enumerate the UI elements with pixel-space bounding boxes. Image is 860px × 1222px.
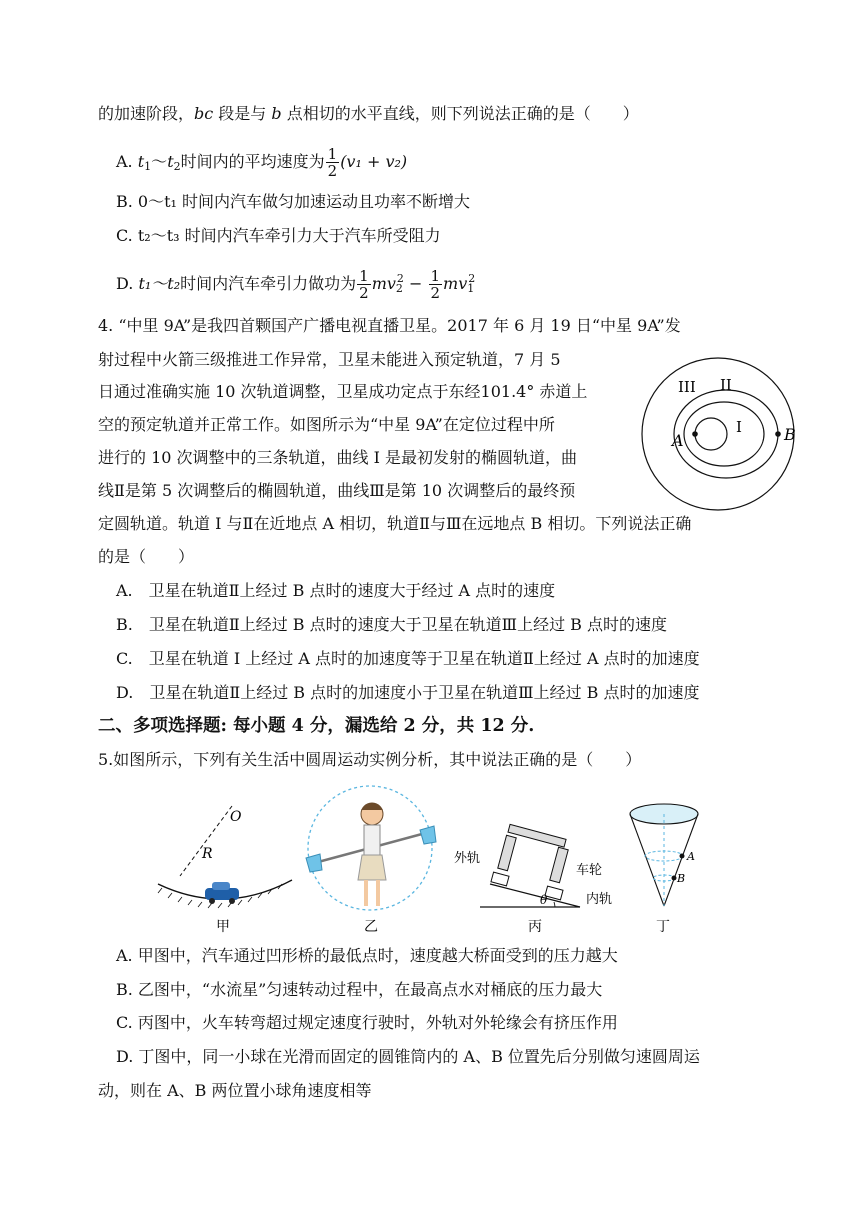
q3-option-a-t2: t [167, 152, 174, 171]
q3-option-d-sup1: 2 [468, 272, 476, 285]
q3-option-a-t1: t [137, 152, 145, 171]
figure-bing [454, 824, 612, 935]
figure-yi [306, 786, 436, 935]
q3-bc: bc [194, 104, 214, 123]
q3-option-c: C. t₂～t₃ 时间内汽车牵引力大于汽车所受阻力 [116, 226, 441, 245]
q3-b: b [271, 104, 282, 123]
q3-option-d-label: D. [116, 274, 139, 293]
label-wheel: 车轮 [576, 863, 603, 878]
orbit-diagram [640, 352, 810, 517]
label-cone-b: B [677, 872, 686, 885]
q3-option-b: B. 0～t₁ 时间内汽车做匀加速运动且功率不断增大 [116, 192, 471, 211]
q3-option-d-sub2: 2 [395, 282, 403, 295]
q4-stem-line2: 射过程中火箭三级推进工作异常，卫星未能进入预定轨道，7 月 5 [98, 350, 561, 369]
q3-option-a-sub2: 2 [173, 160, 181, 173]
label-theta: θ [540, 893, 548, 907]
q4-option-a: A. 卫星在轨道Ⅱ上经过 B 点时的速度大于经过 A 点时的速度 [116, 581, 556, 600]
q4-stem-line4: 空的预定轨道并正常工作。如图所示为“中星 9A”在定位过程中所 [98, 415, 555, 434]
q5-option-a: A. 甲图中，汽车通过凹形桥的最低点时，速度越大桥面受到的压力越大 [116, 946, 618, 965]
q4-stem-line6: 线Ⅱ是第 5 次调整后的椭圆轨道，曲线Ⅲ是第 10 次调整后的最终预 [98, 481, 576, 500]
q3-option-d [116, 268, 475, 301]
frac-num: 1 [430, 267, 441, 285]
bucket-icon [420, 826, 436, 844]
q3-option-d-frac1 [357, 268, 371, 301]
caption-jia: 甲 [216, 919, 230, 935]
label-cone-a: A [687, 850, 695, 863]
frac-den: 2 [359, 284, 369, 302]
label-ii: II [720, 376, 732, 394]
q3-option-a-tilde: ～ [151, 152, 168, 171]
q3-option-d-frac2 [429, 268, 443, 301]
orbit-iii [642, 358, 794, 510]
q3-option-d-sub1: 1 [467, 282, 475, 295]
label-i: I [736, 418, 742, 436]
q4-option-b: B. 卫星在轨道Ⅱ上经过 B 点时的速度大于卫星在轨道Ⅲ上经过 B 点时的速度 [116, 615, 668, 634]
q5-option-d-line1: D. 丁图中，同一小球在光滑而固定的圆锥筒内的 A、B 位置先后分别做匀速圆周运 [116, 1047, 700, 1066]
q3-intro-text: 的加速阶段， [98, 104, 195, 123]
label-outer-rail: 外轨 [454, 851, 481, 866]
q3-option-a-fraction [326, 146, 340, 179]
q4-stem-line5: 进行的 10 次调整中的三条轨道，曲线 I 是最初发射的椭圆轨道，曲 [98, 448, 578, 467]
q3-option-d-time: t₁～t₂ [138, 274, 181, 293]
orbit-ii [674, 390, 778, 478]
label-o: O [230, 809, 242, 825]
circular-motion-figures [150, 776, 720, 936]
q3-option-a-text: 时间内的平均速度为 [180, 152, 325, 171]
label-iii: III [678, 378, 696, 396]
q5-stem: 5.如图所示，下列有关生活中圆周运动实例分析，其中说法正确的是（ ） [98, 750, 642, 769]
label-r: R [202, 846, 213, 862]
earth [695, 418, 727, 450]
label-a: A [672, 431, 684, 450]
q3-option-d-text: 时间内汽车牵引力做功为 [180, 274, 357, 293]
point-a [692, 431, 698, 437]
section-title: 二、多项选择题: 每小题 4 分，漏选给 2 分，共 12 分. [98, 716, 535, 736]
q4-stem-line3: 日通过准确实施 10 次轨道调整，卫星成功定点于东经101.4° 赤道上 [98, 382, 588, 401]
frac-den: 2 [430, 284, 441, 302]
q3-intro-line [98, 103, 639, 125]
q5-option-d-line2: 动，则在 A、B 两位置小球角速度相等 [98, 1081, 372, 1100]
q3-option-a-sub1: 1 [144, 160, 152, 173]
q4-option-c: C. 卫星在轨道 I 上经过 A 点时的加速度等于卫星在轨道Ⅱ上经过 A 点时的加速度 [116, 649, 700, 668]
q3-intro-text2: 段是与 [213, 104, 272, 123]
q3-option-d-minus: − [403, 274, 428, 293]
caption-ding: 丁 [656, 919, 670, 935]
q3-option-d-mv2: mv [371, 274, 396, 293]
bucket-icon [306, 854, 322, 872]
point-b [775, 431, 781, 437]
q4-option-d: D. 卫星在轨道Ⅱ上经过 B 点时的加速度小于卫星在轨道Ⅲ上经过 B 点时的加速度 [116, 683, 700, 702]
q3-option-a-expr: (v₁ + v₂) [340, 152, 408, 171]
q3-option-d-mv1: mv [443, 274, 468, 293]
figure-ding [630, 804, 698, 935]
q3-intro-text3: 点相切的水平直线，则下列说法正确的是（ ） [281, 104, 639, 123]
q5-option-c: C. 丙图中，火车转弯超过规定速度行驶时，外轨对外轮缘会有挤压作用 [116, 1013, 618, 1032]
q3-option-a [116, 146, 407, 179]
frac-den: 2 [327, 162, 338, 180]
q5-option-b: B. 乙图中，“水流星”匀速转动过程中，在最高点水对桶底的压力最大 [116, 980, 603, 999]
frac-num: 1 [327, 145, 338, 163]
label-inner-rail: 内轨 [586, 892, 613, 907]
q3-option-d-sup2: 2 [396, 272, 404, 285]
q4-stem-line7: 定圆轨道。轨道 I 与Ⅱ在近地点 A 相切，轨道Ⅱ与Ⅲ在远地点 B 相切。下列说法正确 [98, 514, 692, 533]
label-b: B [784, 425, 796, 444]
caption-bing: 丙 [528, 919, 542, 935]
figure-jia [158, 806, 292, 935]
q4-stem-line1: 4. “中里 9A”是我四首颗国产广播电视直播卫星。2017 年 6 月 19 日“中星 9A”发 [98, 316, 681, 335]
q4-stem-line8: 的是（ ） [98, 547, 195, 566]
frac-num: 1 [359, 267, 369, 285]
q3-option-a-label: A. [116, 152, 138, 171]
caption-yi: 乙 [364, 919, 378, 935]
